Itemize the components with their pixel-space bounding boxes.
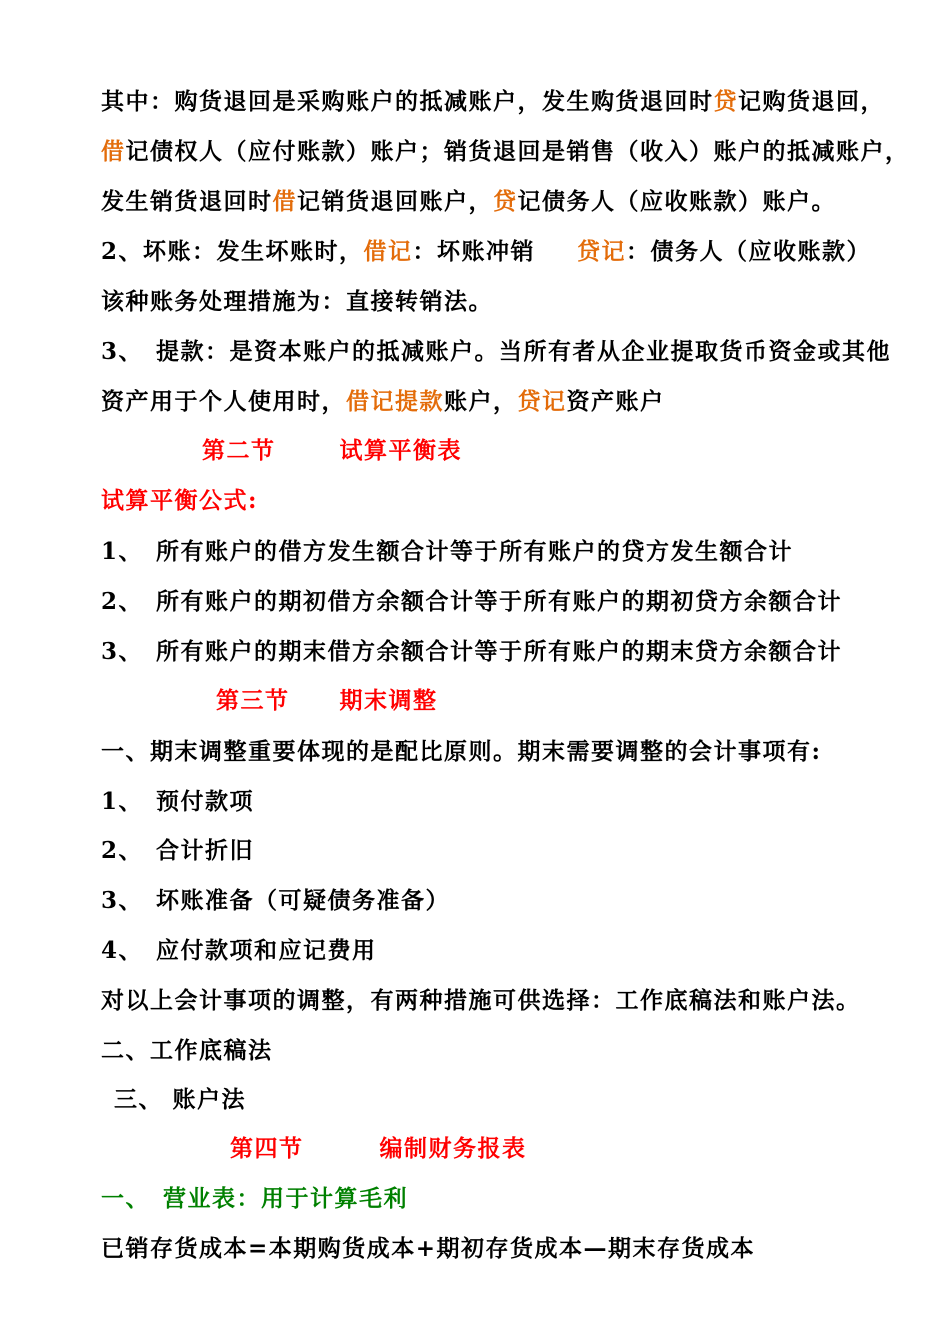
section-number: 第二节 [202, 437, 276, 464]
section-title: 试算平衡表 [339, 437, 462, 464]
text-run: 资产用于个人使用时， [101, 388, 346, 415]
highlight-debit: 借 [101, 138, 126, 165]
bad-debt-line [101, 237, 871, 267]
adjustment-item: 3、 坏账准备（可疑债务准备） [101, 887, 451, 914]
income-statement-heading: 一、 营业表：用于计算毛利 [101, 1185, 408, 1212]
paragraph-1-line-1 [101, 87, 885, 117]
section-number: 第三节 [216, 687, 290, 714]
highlight-credit: 贷记 [517, 388, 567, 415]
highlight-debit-withdrawal: 借记提款 [346, 388, 444, 415]
section-3-heading [216, 686, 438, 716]
text-run: 记债务人（应收账款）账户。 [517, 188, 836, 215]
bad-debt-method-line [101, 287, 493, 317]
formula-title: 试算平衡公式: [101, 487, 258, 514]
worksheet-method: 二、工作底稿法 [101, 1037, 273, 1064]
highlight-credit: 贷记 [577, 238, 627, 265]
section-title: 编制财务报表 [379, 1135, 527, 1162]
text-run: 3、 提款：是资本账户的抵减账户。当所有者从企业提取货币资金或其他 [101, 338, 892, 365]
highlight-debit: 借 [272, 188, 297, 215]
formula-item: 2、 所有账户的期初借方余额合计等于所有账户的期初贷方余额合计 [101, 588, 843, 615]
paragraph-1-line-2 [101, 137, 910, 167]
highlight-debit: 借记 [363, 238, 413, 265]
cogs-formula: 已销存货成本=本期购货成本+期初存货成本—期末存货成本 [101, 1235, 756, 1262]
withdrawal-line-1 [101, 337, 891, 367]
highlight-credit: 贷 [493, 188, 518, 215]
adjustment-item: 2、 合计折旧 [101, 837, 255, 864]
formula-item: 1、 所有账户的借方发生额合计等于所有账户的贷方发生额合计 [101, 538, 794, 565]
text-run: 资产账户 [566, 388, 665, 415]
section-2-heading [202, 436, 462, 466]
text-run: 记债权人（应付账款）账户；销货退回是销售（收入）账户的抵减账户， [125, 138, 910, 165]
highlight-credit: 贷 [713, 88, 738, 115]
section-title: 期末调整 [339, 687, 438, 714]
section-number: 第四节 [230, 1135, 304, 1162]
text-run: 其中：购货退回是采购账户的抵减账户，发生购货退回时 [101, 88, 714, 115]
text-run: 记销货退回账户， [297, 188, 493, 215]
formula-item: 3、 所有账户的期末借方余额合计等于所有账户的期末贷方余额合计 [101, 638, 843, 665]
adjustment-note: 对以上会计事项的调整，有两种措施可供选择：工作底稿法和账户法。 [101, 987, 861, 1014]
text-run: 2、坏账：发生坏账时， [101, 238, 364, 265]
paragraph-1-line-3 [101, 187, 836, 217]
section-4-heading [230, 1134, 527, 1164]
adjustment-item: 1、 预付款项 [101, 788, 255, 815]
text-run: 账户， [444, 388, 518, 415]
text-run: 记购货退回， [738, 88, 885, 115]
adjustment-intro: 一、期末调整重要体现的是配比原则。期末需要调整的会计事项有: [101, 738, 822, 765]
text-run: ：坏账冲销 [412, 238, 536, 265]
account-method: 三、 账户法 [114, 1086, 247, 1113]
adjustment-item: 4、 应付款项和应记费用 [101, 937, 377, 964]
text-run: ：债务人（应收账款） [626, 238, 872, 265]
text-run: 该种账务处理措施为：直接转销法。 [101, 288, 493, 315]
withdrawal-line-2 [101, 387, 665, 417]
text-run: 发生销货退回时 [101, 188, 273, 215]
